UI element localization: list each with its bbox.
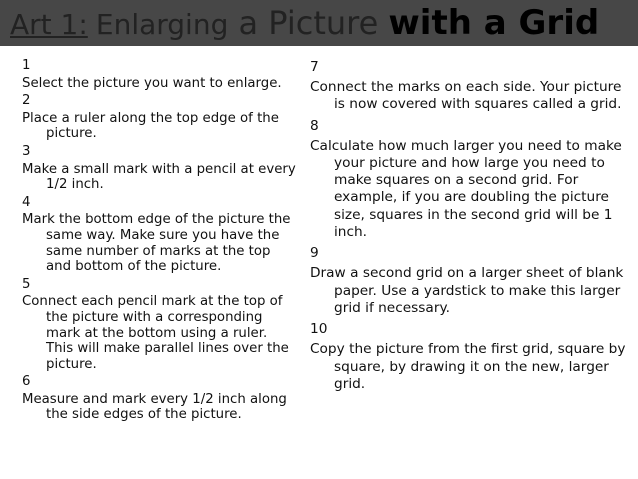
step-number: 4 <box>22 194 31 210</box>
step-7 <box>310 58 630 114</box>
title-part-grid: with a Grid <box>388 3 600 43</box>
step-number: 10 <box>310 321 328 338</box>
title-part-picture: a Picture <box>238 4 379 42</box>
step-5 <box>22 277 296 373</box>
title-part-enlarging: Enlarging <box>95 8 229 41</box>
right-column <box>310 58 630 396</box>
step-text: Mark the bottom edge of the picture the same way. Make sure you have the same number of marks at the top and bottom of the picture. <box>22 212 291 275</box>
step-number: 6 <box>22 374 31 390</box>
step-8 <box>310 117 630 242</box>
page-title <box>10 4 599 46</box>
step-number: 2 <box>22 93 31 109</box>
step-text: Select the picture you want to enlarge. <box>22 75 282 91</box>
left-column <box>22 58 296 425</box>
title-bar <box>0 0 638 46</box>
step-number: 5 <box>22 276 31 292</box>
step-4 <box>22 195 296 275</box>
step-6 <box>22 374 296 423</box>
step-number: 7 <box>310 59 319 75</box>
step-10 <box>310 320 630 393</box>
step-3 <box>22 144 296 193</box>
step-text: Calculate how much larger you need to make your picture and how large you need to make squares on a second grid. For example, if you are doubling the picture size, squares in the second grid will be 1 inch. <box>310 137 622 241</box>
step-2 <box>22 93 296 142</box>
step-text: Place a ruler along the top edge of the picture. <box>22 110 279 142</box>
step-number: 8 <box>310 117 319 134</box>
step-text: Copy the picture from the first grid, square by square, by drawing it on the new, larger grid. <box>310 341 626 392</box>
step-text: Draw a second grid on a larger sheet of blank paper. Use a yardstick to make this larger grid if necessary. <box>310 265 624 316</box>
step-text: Make a small mark with a pencil at every 1/2 inch. <box>22 161 296 193</box>
step-1 <box>22 58 296 91</box>
step-text: Connect the marks on each side. Your picture is now covered with squares called a grid. <box>310 79 622 113</box>
title-label: Art 1: <box>10 8 88 41</box>
step-number: 3 <box>22 143 31 159</box>
step-text: Connect each pencil mark at the top of the picture with a corresponding mark at the bottom using a ruler. This will make parallel lines over the picture. <box>22 294 289 372</box>
step-number: 9 <box>310 245 319 262</box>
step-9 <box>310 244 630 317</box>
step-text: Measure and mark every 1/2 inch along the side edges of the picture. <box>22 391 287 423</box>
step-number: 1 <box>22 58 31 73</box>
